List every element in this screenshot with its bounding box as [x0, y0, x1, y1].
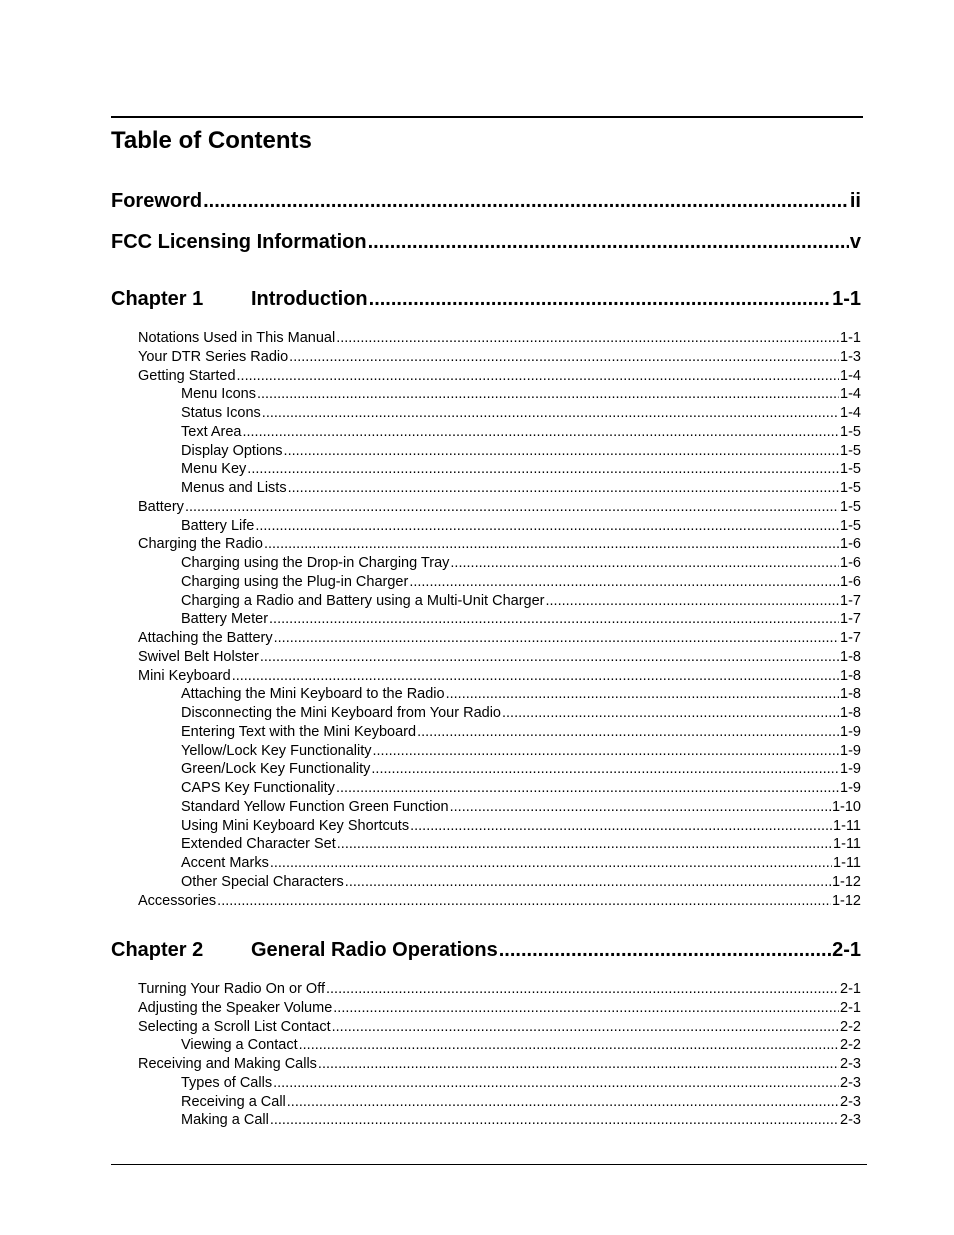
dot-leader: [185, 498, 839, 517]
dot-leader: [369, 286, 831, 312]
toc-entry[interactable]: [181, 610, 861, 629]
entry-title: Accent Marks: [181, 855, 269, 871]
toc-entry[interactable]: [138, 629, 861, 648]
toc-entry[interactable]: [181, 423, 861, 442]
dot-leader: [255, 517, 839, 536]
toc-entry[interactable]: [181, 479, 861, 498]
dot-leader: [242, 423, 839, 442]
dot-leader: [260, 648, 839, 667]
entry-title: FCC Licensing Information: [111, 231, 367, 253]
entry-title: Display Options: [181, 442, 283, 459]
dot-leader: [274, 629, 839, 648]
page-number: 1-6: [840, 573, 861, 590]
dot-leader: [264, 535, 839, 554]
page-number: 1-5: [840, 480, 861, 496]
entry-title: Getting Started: [138, 367, 236, 384]
toc-chapter-heading[interactable]: [111, 286, 861, 312]
page-number: 1-8: [840, 648, 861, 665]
toc-entry[interactable]: [138, 892, 861, 911]
toc-entry[interactable]: [181, 817, 861, 836]
dot-leader: [446, 685, 839, 704]
toc-entry[interactable]: [181, 873, 861, 892]
page-number: 2-1: [840, 981, 861, 997]
dot-leader: [237, 367, 840, 386]
toc-major-entry[interactable]: [111, 188, 861, 214]
bottom-rule: [111, 1164, 867, 1165]
entry-title: Notations Used in This Manual: [138, 330, 336, 346]
page-number: 1-5: [840, 442, 861, 459]
page-number: 2-1: [832, 939, 861, 961]
page-number: 2-3: [840, 1074, 861, 1091]
page-number: 1-3: [840, 348, 861, 365]
toc-entry[interactable]: [138, 1018, 861, 1037]
entry-title: Charging using the Drop-in Charging Tray: [181, 555, 450, 571]
toc-entry[interactable]: [181, 442, 861, 461]
toc-entry[interactable]: [181, 1093, 861, 1112]
dot-leader: [336, 779, 839, 798]
dot-leader: [203, 188, 849, 214]
dot-leader: [270, 854, 832, 873]
entry-title: Accessories: [138, 892, 217, 909]
page-number: 1-8: [840, 705, 861, 721]
page-number: 1-12: [831, 892, 861, 909]
dot-leader: [273, 1074, 839, 1093]
page-number: 1-5: [840, 461, 861, 478]
page-number: 1-10: [831, 798, 861, 815]
page-number: 1-11: [833, 817, 861, 834]
dot-leader: [288, 479, 839, 498]
entry-title: Battery Life: [181, 517, 255, 534]
entry-title: Introduction: [251, 288, 368, 310]
page-number: 1-9: [840, 761, 861, 778]
page-number: 1-7: [840, 592, 861, 609]
entry-title: Text Area: [181, 423, 242, 440]
toc-entry[interactable]: [181, 798, 861, 817]
entry-title: Using Mini Keyboard Key Shortcuts: [181, 817, 410, 834]
entry-title: Menus and Lists: [181, 480, 287, 496]
page-number: 1-5: [840, 517, 861, 534]
dot-leader: [502, 704, 839, 723]
toc-entry[interactable]: [181, 554, 861, 573]
dot-leader: [450, 554, 839, 573]
entry-title: Attaching the Battery: [138, 630, 273, 646]
chapter-label: Chapter 2: [111, 939, 204, 961]
chapter-label: Chapter 1: [111, 288, 204, 310]
page-number: 2-3: [840, 1093, 861, 1110]
toc-entry[interactable]: [138, 348, 861, 367]
dot-leader: [217, 892, 831, 911]
dot-leader: [287, 1093, 839, 1112]
toc-entry[interactable]: [138, 999, 861, 1018]
dot-leader: [332, 1018, 839, 1037]
toc-entry[interactable]: [138, 648, 861, 667]
entry-title: Your DTR Series Radio: [138, 348, 289, 365]
page-number: 1-8: [840, 686, 861, 703]
entry-title: Receiving and Making Calls: [138, 1056, 317, 1072]
entry-title: Viewing a Contact: [181, 1037, 298, 1054]
dot-leader: [299, 1036, 839, 1055]
entry-title: Other Special Characters: [181, 873, 344, 890]
entry-title: Mini Keyboard: [138, 667, 231, 684]
dot-leader: [450, 798, 831, 817]
dot-leader: [371, 760, 839, 779]
toc-entry[interactable]: [138, 367, 861, 386]
toc-entry[interactable]: [181, 1036, 861, 1055]
dot-leader: [409, 573, 839, 592]
page-number: 1-9: [840, 742, 861, 759]
toc-entry[interactable]: [138, 980, 861, 999]
top-rule: [111, 116, 863, 118]
entry-title: CAPS Key Functionality: [181, 780, 335, 796]
toc-entry[interactable]: [181, 835, 861, 854]
entry-title: Adjusting the Speaker Volume: [138, 999, 333, 1016]
entry-title: Menu Icons: [181, 386, 256, 403]
dot-leader: [257, 385, 839, 404]
page-number: ii: [849, 190, 861, 212]
entry-title: Disconnecting the Mini Keyboard from Your Radio: [181, 705, 501, 721]
dot-leader: [333, 999, 839, 1018]
dot-leader: [269, 610, 839, 629]
dot-leader: [262, 404, 839, 423]
toc-entry[interactable]: [138, 535, 861, 554]
page-number: 1-5: [840, 423, 861, 440]
entry-title: Battery Meter: [181, 611, 269, 628]
page-number: 1-4: [840, 386, 861, 403]
page-number: 2-3: [840, 1112, 861, 1129]
entry-title: Charging the Radio: [138, 536, 263, 553]
page-number: 2-2: [840, 1018, 861, 1035]
toc-chapter-heading[interactable]: [111, 937, 861, 963]
entry-title: Entering Text with the Mini Keyboard: [181, 723, 417, 740]
toc-entry[interactable]: [181, 1074, 861, 1093]
dot-leader: [337, 835, 832, 854]
toc-entry[interactable]: [181, 1111, 861, 1130]
entry-title: Yellow/Lock Key Functionality: [181, 742, 372, 759]
entry-title: Foreword: [111, 190, 203, 212]
page-number: 2-1: [840, 999, 861, 1016]
page-number: 2-3: [840, 1056, 861, 1072]
page-number: 1-8: [840, 667, 861, 684]
entry-title: Extended Character Set: [181, 836, 336, 853]
entry-title: Attaching the Mini Keyboard to the Radio: [181, 686, 445, 703]
toc-entry[interactable]: [181, 404, 861, 423]
toc-entry[interactable]: [181, 854, 861, 873]
dot-leader: [318, 1055, 839, 1074]
toc-entry[interactable]: [181, 517, 861, 536]
page-number: 1-11: [833, 855, 861, 871]
dot-leader: [368, 229, 849, 255]
entry-title: Status Icons: [181, 405, 261, 421]
page-number: 1-1: [832, 288, 861, 310]
toc-entry[interactable]: [181, 723, 861, 742]
entry-title: General Radio Operations: [251, 939, 498, 961]
entry-title: Charging a Radio and Battery using a Multi-Unit Charger: [181, 592, 545, 609]
toc-entry[interactable]: [181, 704, 861, 723]
toc-entry[interactable]: [181, 779, 861, 798]
toc-entry[interactable]: [138, 498, 861, 517]
dot-leader: [247, 460, 839, 479]
entry-title: Menu Key: [181, 461, 247, 478]
toc-entry[interactable]: [138, 329, 861, 348]
entry-title: Receiving a Call: [181, 1093, 286, 1110]
entry-title: Battery: [138, 498, 184, 515]
page-number: 1-6: [840, 555, 861, 571]
dot-leader: [270, 1111, 839, 1130]
entry-title: Standard Yellow Function Green Function: [181, 798, 449, 815]
dot-leader: [417, 723, 839, 742]
page-number: 1-6: [840, 536, 861, 553]
page-number: 1-11: [833, 836, 861, 853]
toc-major-entry[interactable]: [111, 229, 861, 255]
entry-title: Swivel Belt Holster: [138, 648, 259, 665]
toc-entry[interactable]: [181, 685, 861, 704]
entry-title: Selecting a Scroll List Contact: [138, 1018, 331, 1035]
page-number: 1-4: [840, 367, 861, 384]
dot-leader: [546, 592, 840, 611]
toc-entry[interactable]: [181, 742, 861, 761]
entry-title: Types of Calls: [181, 1074, 273, 1091]
toc-entry[interactable]: [138, 1055, 861, 1074]
dot-leader: [499, 937, 831, 963]
page-number: 1-4: [840, 405, 861, 421]
dot-leader: [336, 329, 839, 348]
entry-title: Making a Call: [181, 1112, 269, 1129]
dot-leader: [326, 980, 839, 999]
toc-entry[interactable]: [181, 760, 861, 779]
dot-leader: [289, 348, 839, 367]
entry-title: Turning Your Radio On or Off: [138, 981, 325, 997]
page-number: 1-1: [840, 330, 861, 346]
dot-leader: [345, 873, 831, 892]
toc-entry[interactable]: [181, 573, 861, 592]
dot-leader: [284, 442, 839, 461]
page-number: 1-5: [840, 498, 861, 515]
page-number: 1-7: [840, 630, 861, 646]
page-number: 1-12: [831, 873, 861, 890]
page-title: Table of Contents: [111, 127, 312, 154]
page-number: v: [849, 231, 861, 253]
toc-entry[interactable]: [181, 592, 861, 611]
toc-entry[interactable]: [181, 385, 861, 404]
page-number: 2-2: [840, 1037, 861, 1054]
entry-title: Green/Lock Key Functionality: [181, 761, 371, 778]
entry-title: Charging using the Plug-in Charger: [181, 573, 409, 590]
dot-leader: [410, 817, 832, 836]
page-number: 1-9: [840, 723, 861, 740]
toc-entry[interactable]: [181, 460, 861, 479]
toc-entry[interactable]: [138, 667, 861, 686]
dot-leader: [232, 667, 839, 686]
dot-leader: [372, 742, 839, 761]
page-number: 1-9: [840, 780, 861, 796]
page-number: 1-7: [840, 611, 861, 628]
